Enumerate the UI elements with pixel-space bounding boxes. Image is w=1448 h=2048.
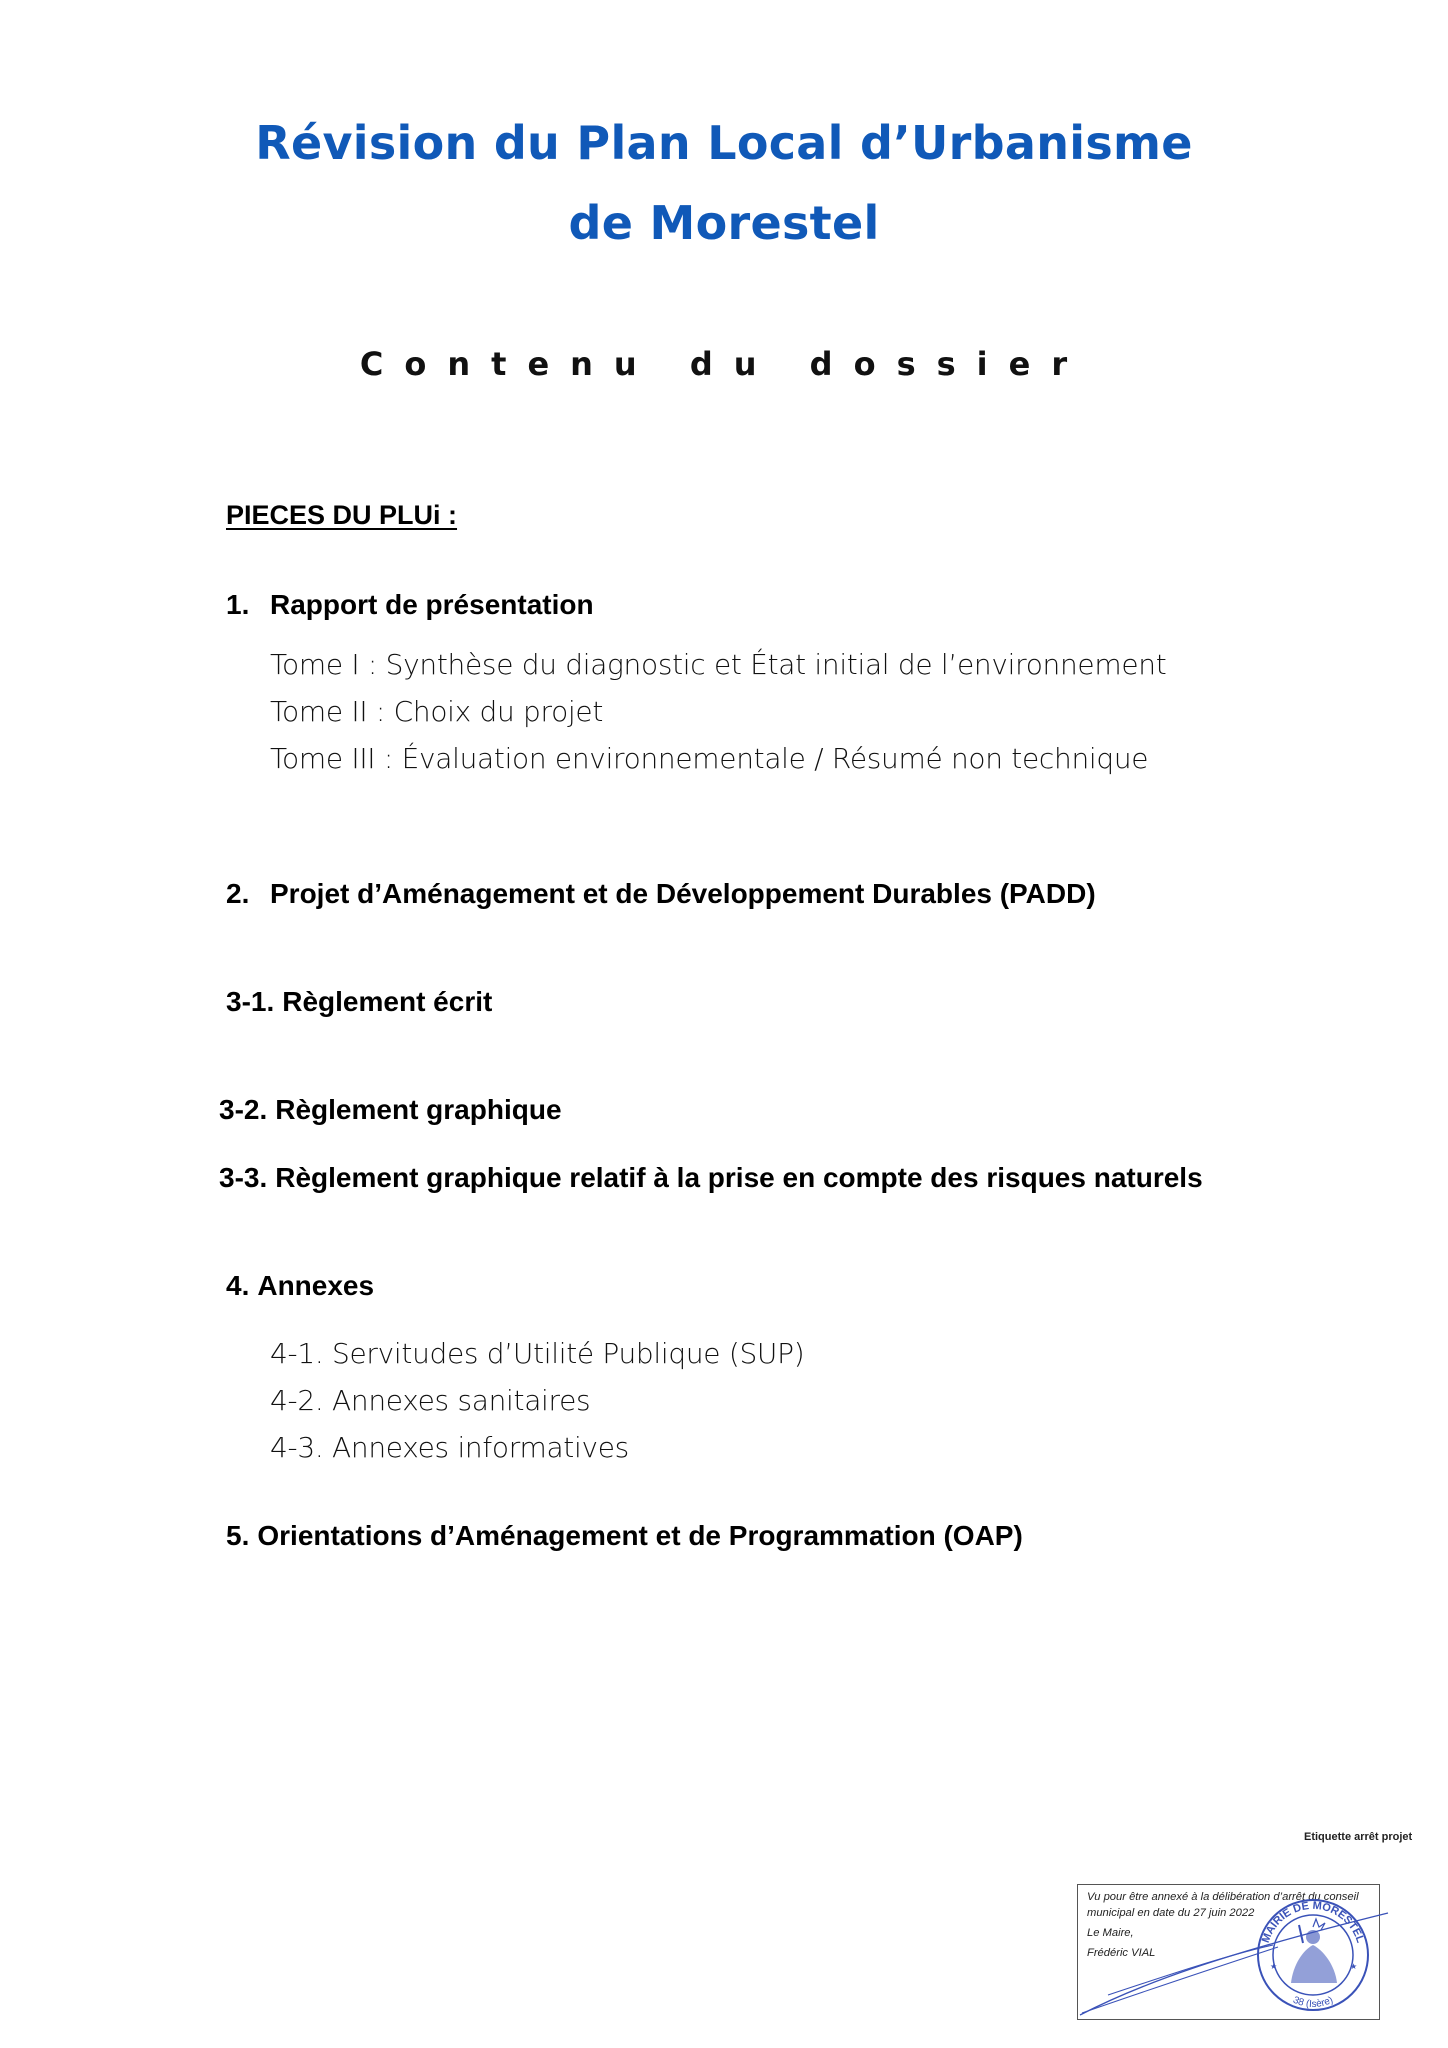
- item-number: 3-3.: [219, 1162, 268, 1193]
- item-padd: [226, 878, 1096, 910]
- subitem-tome-2: Tome II : Choix du projet: [270, 695, 604, 728]
- item-oap: [226, 1520, 1023, 1552]
- stamp-text-line-2: municipal en date du 27 juin 2022: [1087, 1907, 1255, 1919]
- item-reglement-graphique: [219, 1094, 562, 1126]
- svg-text:★: ★: [1270, 1962, 1278, 1971]
- item-rapport-presentation: [226, 589, 594, 621]
- item-label: Rapport de présentation: [270, 589, 594, 620]
- signature-stroke: [1082, 1947, 1278, 2013]
- item-number: 2.: [226, 878, 250, 909]
- seal-top-text: MAIRIE DE MORESTEL: [1259, 1899, 1367, 1945]
- item-number: 3-1.: [226, 986, 275, 1017]
- stamp-graphics: [1078, 1885, 1408, 2025]
- stamp-text-line-4: Frédéric VIAL: [1087, 1947, 1156, 1959]
- item-label: Projet d’Aménagement et de Développement Durables (PADD): [270, 878, 1096, 909]
- section-heading: PIECES DU PLUi :: [226, 500, 458, 530]
- stamp-text-line-3: Le Maire,: [1087, 1927, 1134, 1939]
- item-label: Règlement graphique: [275, 1094, 562, 1125]
- subitem-tome-1: Tome I : Synthèse du diagnostic et État initial de l’environnement: [270, 648, 1167, 681]
- item-label: Règlement écrit: [282, 986, 493, 1017]
- item-reglement-ecrit: [226, 986, 492, 1018]
- subitem-tome-3: Tome III : Évaluation environnementale / Résumé non technique: [270, 742, 1149, 775]
- item-number: 1.: [226, 589, 250, 620]
- item-annexes: [226, 1270, 374, 1302]
- municipal-seal-icon: [1258, 1900, 1368, 2010]
- svg-text:★: ★: [1350, 1962, 1358, 1971]
- item-number: 5.: [226, 1520, 250, 1551]
- stamp-label: Etiquette arrêt projet: [1304, 1831, 1413, 1843]
- item-label: Orientations d’Aménagement et de Programmation (OAP): [257, 1520, 1023, 1551]
- subitem-annexe-sup: 4-1. Servitudes d’Utilité Publique (SUP): [270, 1337, 805, 1370]
- document-title-line-1: Révision du Plan Local d’Urbanisme: [255, 116, 1193, 170]
- item-reglement-graphique-risques: [219, 1162, 1203, 1194]
- document-subtitle: Contenu du dossier: [359, 345, 1089, 383]
- subitem-annexes-informatives: 4-3. Annexes informatives: [270, 1431, 629, 1464]
- item-number: 4.: [226, 1270, 250, 1301]
- stamp-text-line-1: Vu pour être annexé à la délibération d’arrêt du conseil: [1087, 1891, 1359, 1903]
- seal-bottom-text: 38 (Isère): [1291, 1994, 1335, 2011]
- item-label: Règlement graphique relatif à la prise en compte des risques naturels: [275, 1162, 1203, 1193]
- signature-stroke: [1108, 1945, 1273, 1995]
- item-number: 3-2.: [219, 1094, 268, 1125]
- item-label: Annexes: [257, 1270, 375, 1301]
- approval-stamp: [1077, 1884, 1380, 2020]
- document-title-line-2: de Morestel: [568, 196, 880, 250]
- subitem-annexes-sanitaires: 4-2. Annexes sanitaires: [270, 1384, 591, 1417]
